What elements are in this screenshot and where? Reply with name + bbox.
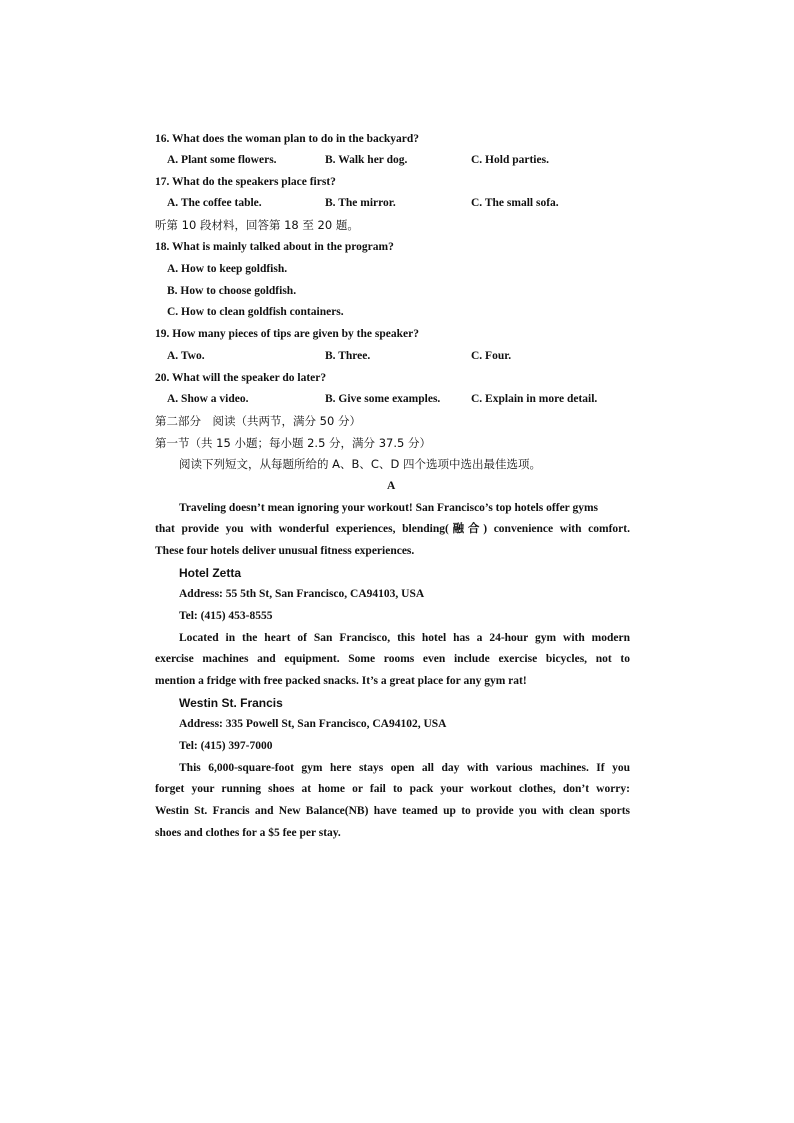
hotel-2-tel: Tel: (415) 397-7000: [179, 740, 273, 752]
hotel-2-address: Address: 335 Powell St, San Francisco, CA94102, USA: [179, 718, 447, 730]
q18-option-c: C. How to clean goldfish containers.: [167, 306, 344, 318]
hotel-1-desc-line-2: exercise machines and equipment. Some rooms even include exercise bicycles, not to: [155, 653, 630, 665]
q20-option-c: C. Explain in more detail.: [471, 393, 598, 405]
intro-line-2: that provide you with wonderful experiences, blending(融合) convenience with comfort.: [155, 523, 630, 535]
section-one-heading: 第一节（共 15 小题；每小题 2.5 分，满分 37.5 分）: [155, 436, 431, 450]
hotel-1-desc-line-1: Located in the heart of San Francisco, this hotel has a 24-hour gym with modern: [179, 632, 630, 644]
q17-option-c: C. The small sofa.: [471, 197, 559, 209]
hotel-1-tel: Tel: (415) 453-8555: [179, 610, 273, 622]
q18-option-a: A. How to keep goldfish.: [167, 263, 288, 275]
reading-instruction: 阅读下列短文，从每题所给的 A、B、C、D 四个选项中选出最佳选项。: [179, 457, 541, 471]
passage-label: A: [387, 480, 396, 492]
q16-option-c: C. Hold parties.: [471, 154, 549, 166]
hotel-1-name: Hotel Zetta: [179, 566, 242, 580]
part-two-heading: 第二部分 阅读（共两节，满分 50 分）: [155, 414, 361, 428]
question-16: 16. What does the woman plan to do in the backyard?: [155, 133, 420, 145]
listening-instruction: 听第 10 段材料，回答第 18 至 20 题。: [155, 218, 359, 232]
q16-option-a: A. Plant some flowers.: [167, 154, 277, 166]
hotel-2-desc-line-2: forget your running shoes at home or fail to pack your workout clothes, don’t worry:: [155, 783, 630, 795]
hotel-2-desc-line-3: Westin St. Francis and New Balance(NB) have teamed up to provide you with clean sports: [155, 805, 630, 817]
question-19: 19. How many pieces of tips are given by the speaker?: [155, 328, 419, 340]
q20-option-b: B. Give some examples.: [325, 393, 441, 405]
question-17: 17. What do the speakers place first?: [155, 176, 336, 188]
hotel-2-desc-line-1: This 6,000-square-foot gym here stays open all day with various machines. If you: [179, 762, 630, 774]
intro-line-1: Traveling doesn’t mean ignoring your workout! San Francisco’s top hotels offer gyms: [179, 502, 598, 514]
hotel-1-address: Address: 55 5th St, San Francisco, CA94103, USA: [179, 588, 425, 600]
intro-line-3: These four hotels deliver unusual fitness experiences.: [155, 545, 415, 557]
q17-option-b: B. The mirror.: [325, 197, 396, 209]
hotel-2-desc-line-4: shoes and clothes for a $5 fee per stay.: [155, 827, 341, 839]
hotel-2-name: Westin St. Francis: [179, 696, 283, 710]
hotel-1-desc-line-3: mention a fridge with free packed snacks. It’s a great place for any gym rat!: [155, 675, 527, 687]
q19-option-b: B. Three.: [325, 350, 371, 362]
q17-option-a: A. The coffee table.: [167, 197, 262, 209]
q19-option-c: C. Four.: [471, 350, 512, 362]
question-18: 18. What is mainly talked about in the program?: [155, 241, 394, 253]
q19-option-a: A. Two.: [167, 350, 205, 362]
q20-option-a: A. Show a video.: [167, 393, 249, 405]
q16-option-b: B. Walk her dog.: [325, 154, 408, 166]
question-20: 20. What will the speaker do later?: [155, 372, 327, 384]
q18-option-b: B. How to choose goldfish.: [167, 285, 297, 297]
